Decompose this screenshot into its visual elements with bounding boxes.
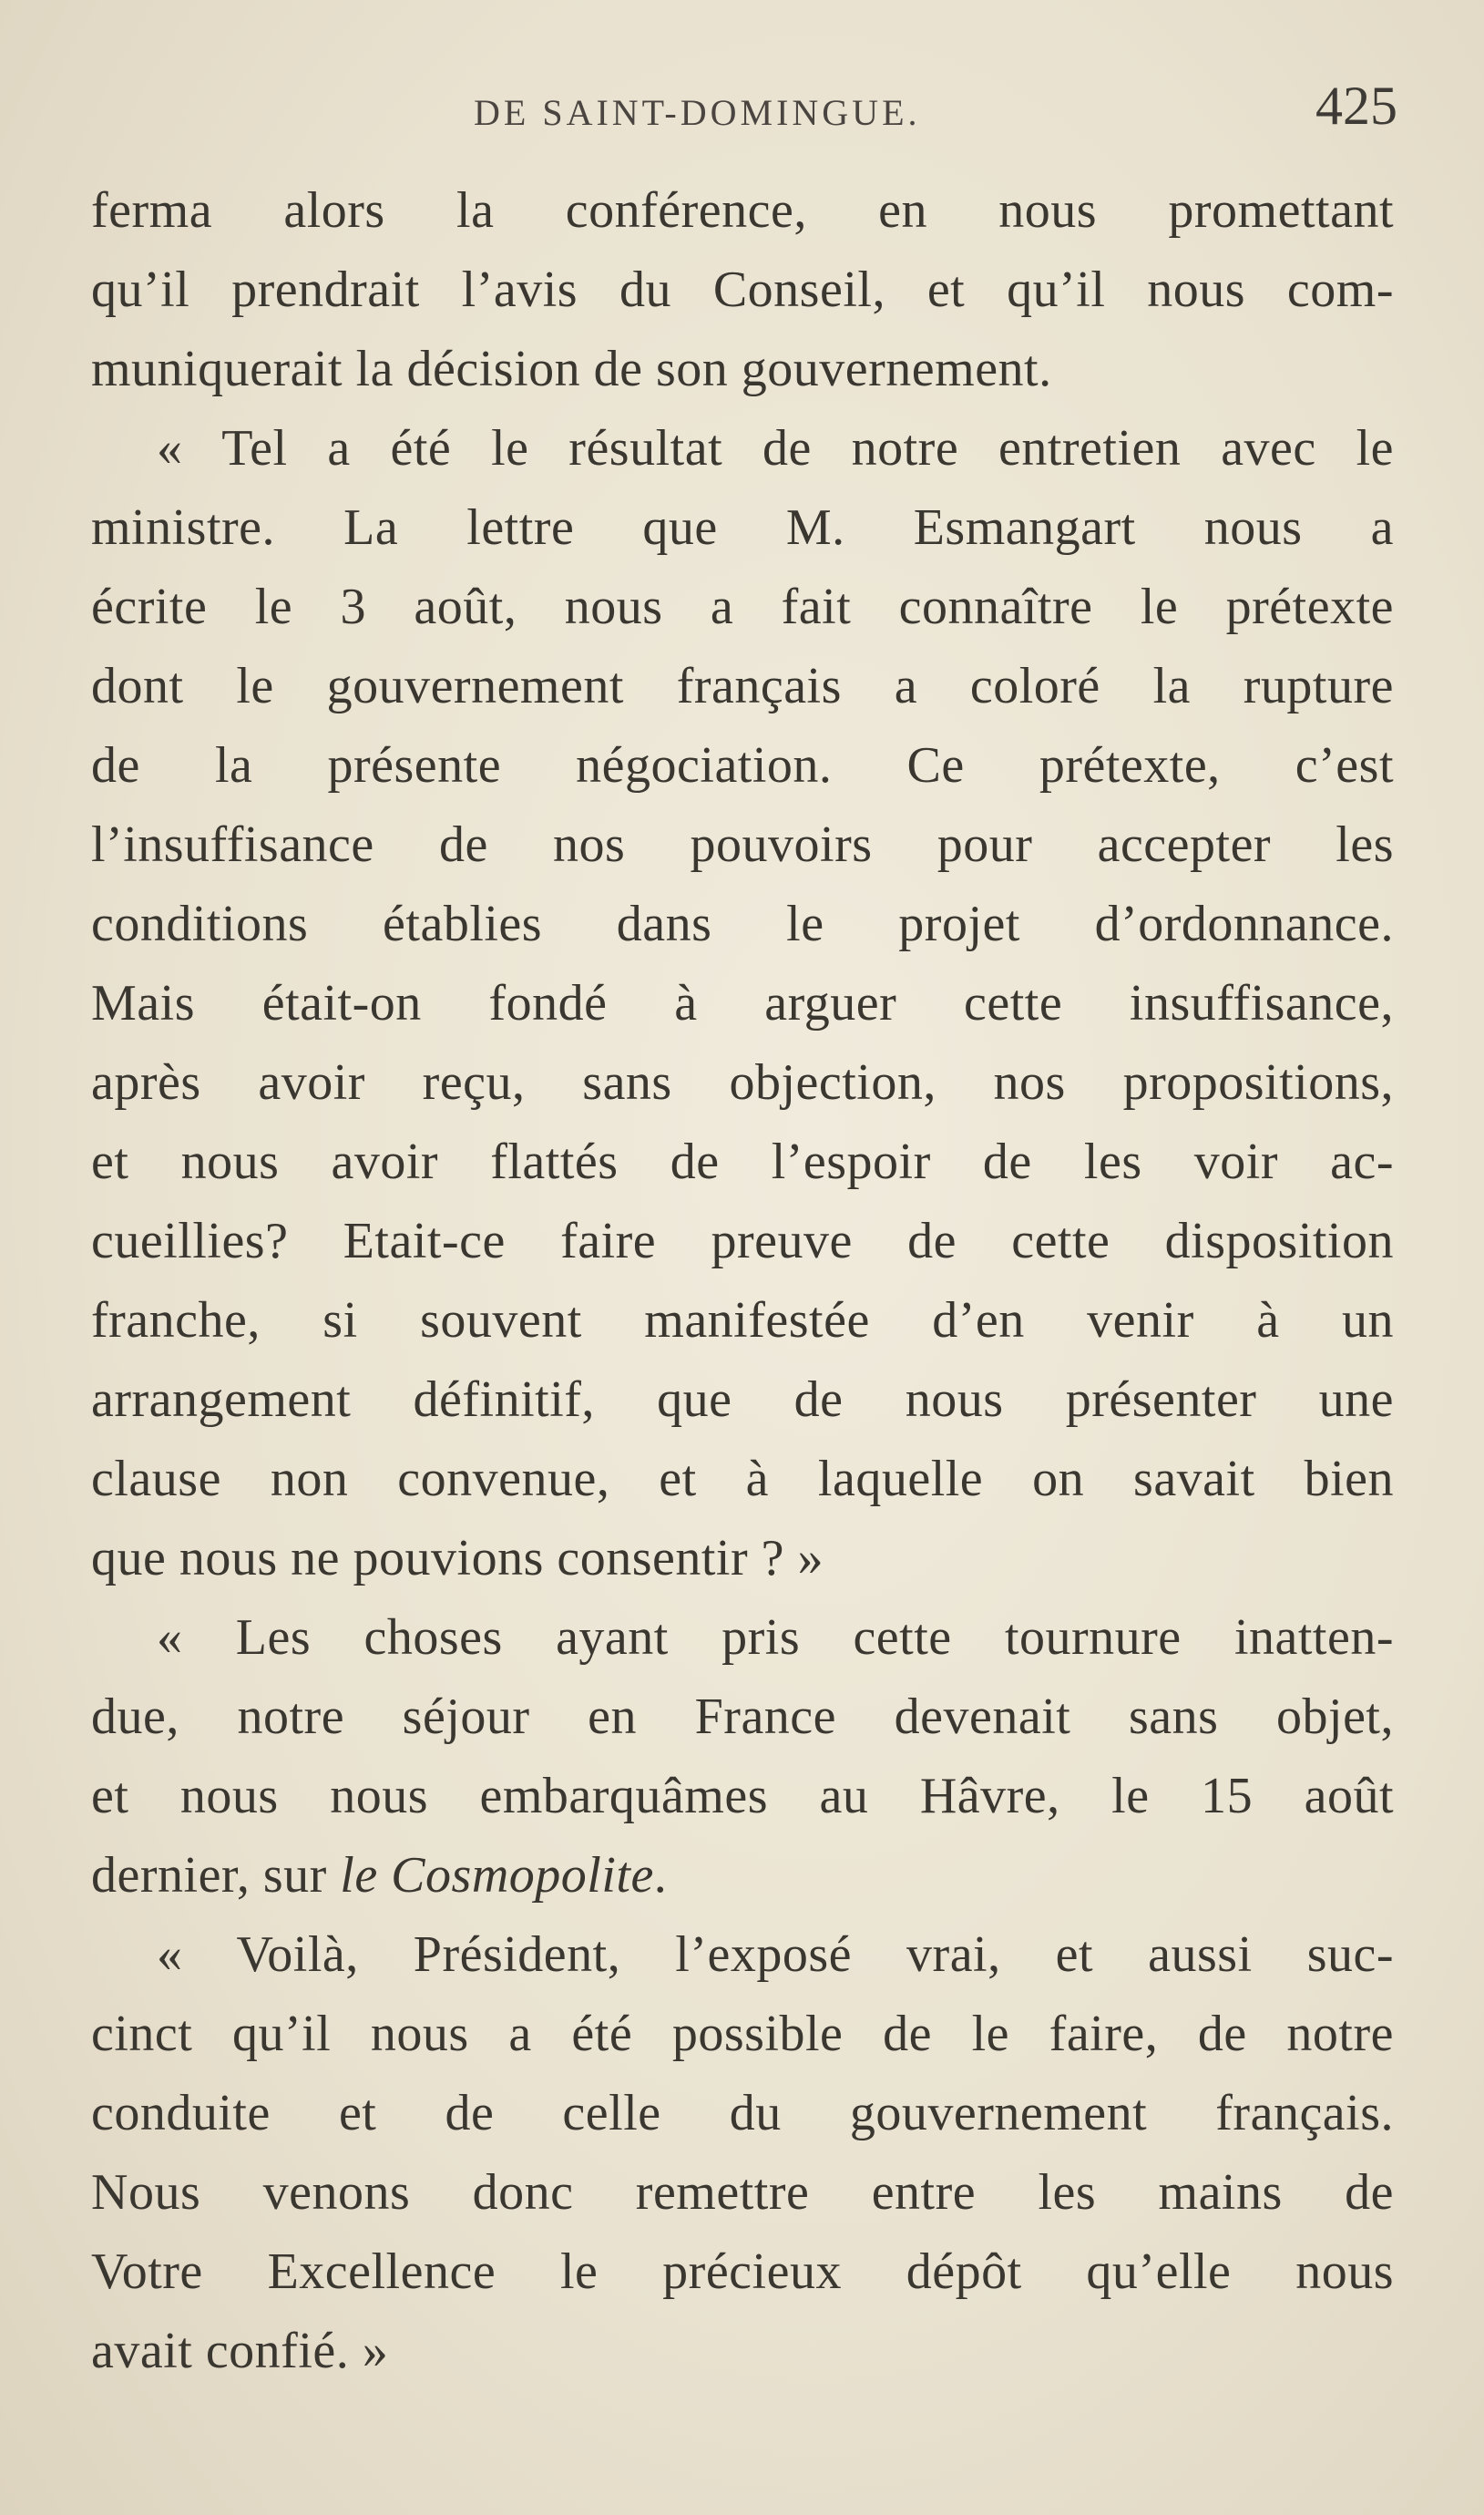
text-line: qu’il prendrait l’avis du Conseil, et qu’il nous com- xyxy=(91,262,1394,318)
text-line: que nous ne pouvions consentir ? » xyxy=(91,1530,824,1586)
book-page xyxy=(91,71,1397,2391)
text-line: clause non convenue, et à laquelle on savait bien xyxy=(91,1451,1394,1507)
ship-name-italic: le Cosmopolite xyxy=(340,1847,654,1904)
text-line: ferma alors la conférence, en nous promettant xyxy=(91,182,1394,239)
text-line: due, notre séjour en France devenait sans objet, xyxy=(91,1689,1394,1745)
text-line: Mais était-on fondé à arguer cette insuffisance, xyxy=(91,975,1394,1032)
text-line: après avoir reçu, sans objection, nos propositions, xyxy=(91,1054,1394,1111)
running-head xyxy=(91,71,1397,171)
text-line: conditions établies dans le projet d’ordonnance. xyxy=(91,896,1394,952)
body-text xyxy=(91,171,1394,2391)
text-line: cinct qu’il nous a été possible de le faire, de notre xyxy=(91,2006,1394,2062)
text-line: arrangement définitif, que de nous présenter une xyxy=(91,1371,1394,1428)
text-line: muniquerait la décision de son gouvernement. xyxy=(91,341,1052,397)
text-line: dont le gouvernement français a coloré la rupture xyxy=(91,658,1394,714)
text-line: de la présente négociation. Ce prétexte, c’est xyxy=(91,737,1394,794)
text-line: franche, si souvent manifestée d’en venir à un xyxy=(91,1292,1394,1349)
text-line xyxy=(91,1836,1394,1915)
text-segment: dernier, sur xyxy=(91,1847,341,1904)
text-line: Nous venons donc remettre entre les mains de xyxy=(91,2164,1394,2221)
text-line: « Les choses ayant pris cette tournure inatten- xyxy=(157,1609,1394,1666)
page-number: 425 xyxy=(1315,76,1397,136)
text-line: Votre Excellence le précieux dépôt qu’elle nous xyxy=(91,2243,1394,2300)
text-line: avait confié. » xyxy=(91,2323,389,2379)
text-line: conduite et de celle du gouvernement français. xyxy=(91,2085,1394,2141)
text-line: « Tel a été le résultat de notre entretien avec le xyxy=(157,420,1394,477)
text-line: cueillies? Etait-ce faire preuve de cette disposition xyxy=(91,1213,1394,1269)
text-line: ministre. La lettre que M. Esmangart nous a xyxy=(91,499,1394,556)
text-line: « Voilà, Président, l’exposé vrai, et aussi suc- xyxy=(157,1926,1394,1983)
text-line: l’insuffisance de nos pouvoirs pour accepter les xyxy=(91,816,1394,873)
text-line: écrite le 3 août, nous a fait connaître le prétexte xyxy=(91,579,1394,635)
text-line: et nous avoir flattés de l’espoir de les voir ac- xyxy=(91,1134,1394,1190)
text-line: et nous nous embarquâmes au Hâvre, le 15 août xyxy=(91,1768,1394,1824)
text-segment: . xyxy=(653,1847,668,1904)
running-title: DE SAINT-DOMINGUE. xyxy=(474,92,921,133)
